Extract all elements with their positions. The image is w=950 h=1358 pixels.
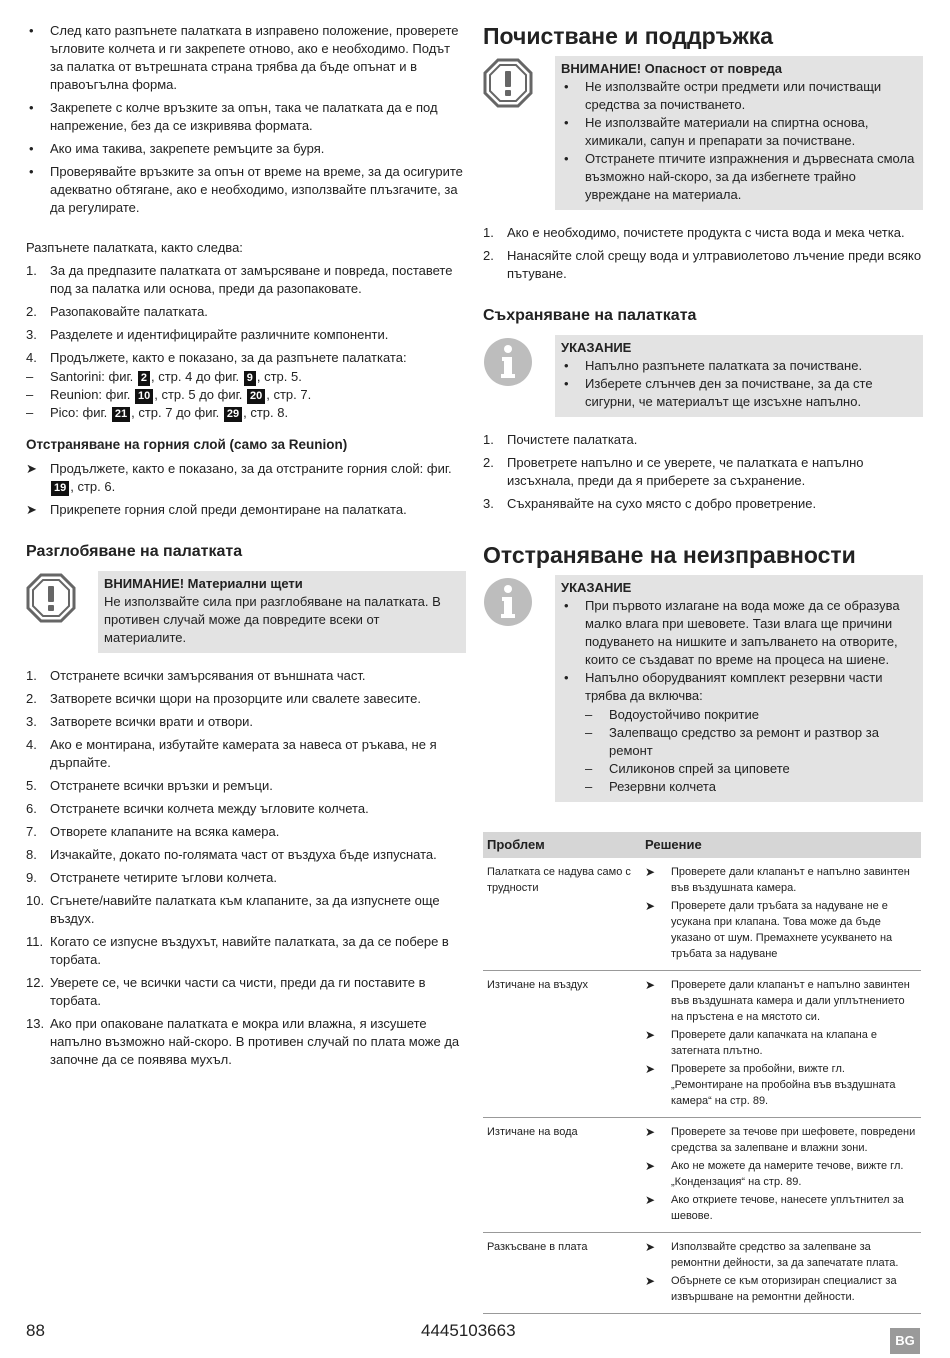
step-text: Отворете клапаните на всяка камера. [50,824,280,839]
solution-list [645,977,917,1109]
figure-badge: 21 [112,407,130,422]
arrow-step: ➤ Продължете, както е показано, за да отстраните горния слой: фиг. 19 , стр. 6. [26,461,452,494]
list-item [26,823,466,841]
unfold-steps [26,262,466,367]
list-item [26,1015,466,1069]
warning-octagon-icon [483,56,555,210]
table-row [483,971,921,1118]
step-text: Ако е монтирана, избутайте камерата за навеса от ръкава, не я дърпайте. [50,737,437,770]
caution-box [26,571,466,653]
list-item [26,800,466,818]
document-code: 4445103663 [421,1321,516,1340]
list-item [26,667,466,685]
solution-item: ➤ Проверете за течове при шефовете, повредени средства за залепване и влажни зони. [645,1125,916,1154]
cleaning-caution-list [561,78,917,204]
caution-title: ВНИМАНИЕ! Материални щети [104,576,303,591]
step-number: 4. [26,737,37,752]
step-text: Почистете палатката. [507,432,638,447]
step-number: 1. [483,432,494,447]
step-number: 8. [26,847,37,862]
problem-cell: Изтичане на въздух [483,971,641,1118]
solution-item: ➤ Обърнете се към оторизиран специалист за извършване на ремонтни дейности. [645,1274,897,1303]
arrow-icon: ➤ [645,899,656,913]
step-text: Отстранете всички връзки и ремъци. [50,778,273,793]
step-text: Ако е необходимо, почистете продукта с чиста вода и мека четка. [507,225,905,240]
arrow-step: ➤ Прикрепете горния слой преди демонтиране на палатката. [26,502,407,517]
cleaning-caution-box [483,56,923,210]
figure-badge: 20 [247,389,265,404]
step-number: 2. [26,691,37,706]
list-item [26,262,466,298]
list-item: • Ако има такива, закрепете ремъците за буря. [26,140,466,158]
step-number: 2. [483,248,494,263]
intro-bullet-list [26,22,466,217]
cleaning-steps [483,224,923,283]
solution-item: ➤ Използвайте средство за залепване за ремонтни дейности, за да запечатате плата. [645,1240,899,1269]
problem-cell: Разкъсване в плата [483,1233,641,1314]
info-circle-icon [483,335,555,417]
solution-cell [641,858,921,971]
solution-item: ➤ Проверете дали клапанът е напълно завинтен във въздушната камера. [645,865,910,894]
list-item [26,736,466,772]
table-row [483,858,921,971]
figure-badge: 9 [244,371,256,386]
figure-reference-list [26,368,466,422]
list-item: • Не използвайте остри предмети или почистващи средства за почистването. [561,78,917,114]
cleaning-caution-content [555,56,923,210]
problem-cell: Изтичане на вода [483,1118,641,1233]
solution-list [645,1124,917,1224]
step-text: Продължете, както е показано, за да разпънете палатката: [50,350,407,365]
figure-badge: 2 [138,371,150,386]
step-number: 1. [26,263,37,278]
list-item: • Проверявайте връзките за опън от време на време, за да осигурите адекватно обтягане, ако е необходимо, използвайте плъзгачите, за да регулирате. [26,163,466,217]
list-item [483,247,923,283]
cleaning-caution-title: ВНИМАНИЕ! Опасност от повреда [561,61,782,76]
storage-note-content [555,335,923,417]
storage-note-box [483,335,923,417]
list-item: • Изберете слънчев ден за почистване, за да сте сигурни, че материалът ще изсъхне напълно. [561,375,917,411]
step-text: Отстранете четирите ъглови колчета. [50,870,278,885]
step-text: Затворете всички врати и отвори. [50,714,254,729]
step-text: Съхранявайте на сухо място с добро проветрение. [507,496,817,511]
list-item [483,495,923,513]
list-item: • Закрепете с колче връзките за опън, така че палатката да е под напрежение, без да се изкривява формата. [26,99,466,135]
arrow-icon: ➤ [645,1062,656,1076]
problem-cell: Палатката се надува само с трудности [483,858,641,971]
step-number: 1. [26,668,37,683]
list-item [26,933,466,969]
troubleshoot-note-box [483,575,923,802]
list-item [26,303,466,321]
list-item [26,349,466,367]
step-number: 4. [26,350,37,365]
step-text: За да предпазите палатката от замърсяване и повреда, поставете под за палатка или основа, преди да разопаковате. [50,263,453,296]
step-number: 3. [26,327,37,342]
list-item: – Водоустойчиво покритие [585,706,917,724]
storage-steps [483,431,923,513]
list-item [26,974,466,1010]
step-text: Отстранете всички колчета между ъгловите колчета. [50,801,369,816]
solution-item: ➤ Проверете дали тръбата за надуване не е усукана при клапана. Това може да бъде указано от шум. Премахнете усукването на тръбата за надуване [645,899,893,960]
solution-item: ➤ Проверете дали капачката на клапана е затегната плътно. [645,1028,878,1057]
troubleshoot-heading: Отстраняване на неизправности [483,542,856,568]
troubleshoot-note-list [561,597,917,796]
right-column [483,22,923,1314]
list-item: • След като разпънете палатката в изправено положение, проверете ъгловите колчета и ги закрепете отново, ако е необходимо. Подът за палатка от вътрешната страна трябва да бъде опънат и в правоъгълна форма. [26,22,466,94]
step-text: Когато се изпусне въздухът, навийте палатката, за да се побере в торбата. [50,934,449,967]
page-number: 88 [26,1321,45,1340]
step-number: 2. [483,455,494,470]
step-text: Отстранете всички замърсявания от външната част. [50,668,366,683]
solution-item: ➤ Ако не можете да намерите течове, вижте гл. „Кондензация“ на стр. 89. [645,1159,904,1188]
list-item [26,846,466,864]
left-column [26,22,466,1074]
list-item [26,777,466,795]
step-number: 1. [483,225,494,240]
spare-parts-list [585,706,917,796]
step-text: Уверете се, че всички части са чисти, преди да ги поставите в торбата. [50,975,426,1008]
list-item: – Залепващо средство за ремонт и разтвор за ремонт [585,724,917,760]
step-text: Разопаковайте палатката. [50,304,208,319]
troubleshooting-table [483,832,921,1314]
arrow-icon: ➤ [645,1028,656,1042]
arrow-icon: ➤ [645,978,656,992]
solution-cell [641,1118,921,1233]
caution-content [98,571,466,653]
step-number: 13. [26,1016,45,1031]
list-item [483,454,923,490]
step-number: 2. [26,304,37,319]
step-number: 12. [26,975,45,990]
list-item: • Отстранете птичите изпражнения и дървесната смола възможно най-скоро, за да избегнете трайно увреждане на материала. [561,150,917,204]
storage-note-list [561,357,917,411]
troubleshoot-note-title: УКАЗАНИЕ [561,580,632,595]
step-number: 7. [26,824,37,839]
figure-reference: – Reunion: фиг. 10 , стр. 5 до фиг. 20 , стр. 7. [26,386,466,404]
solution-cell [641,971,921,1118]
step-number: 9. [26,870,37,885]
arrow-icon: ➤ [26,502,37,517]
list-item: – Силиконов спрей за циповете [585,760,917,778]
arrow-icon: ➤ [645,865,656,879]
figure-reference: – Santorini: фиг. 2 , стр. 4 до фиг. 9 , стр. 5. [26,368,466,386]
top-layer-steps [26,460,466,519]
solution-list [645,864,917,962]
list-item [26,326,466,344]
step-text: Сгънете/навийте палатката към клапаните, за да изпуснете още въздух. [50,893,440,926]
list-item: • Напълно разпънете палатката за почистване. [561,357,917,375]
language-badge: BG [890,1328,920,1354]
step-text: Изчакайте, докато по-голямата част от въздуха бъде изпусната. [50,847,437,862]
step-number: 10. [26,893,45,908]
list-item [26,869,466,887]
step-number: 3. [26,714,37,729]
list-item: • Не използвайте материали на спиртна основа, химикали, сапун и препарати за почистване. [561,114,917,150]
list-item [26,892,466,928]
step-number: 6. [26,801,37,816]
table-row [483,1118,921,1233]
arrow-icon: ➤ [645,1193,656,1207]
solution-item: ➤ Ако откриете течове, нанесете уплътнител за шевове. [645,1193,904,1222]
troubleshoot-note-content [555,575,923,802]
list-item: • Напълно оборудваният комплект резервни части трябва да включва: – Водоустойчиво покритие – Залепващо средство за ремонт и разтвор за ремонт – Силиконов спрей за циповете – Резервни колчета [561,669,917,796]
top-layer-heading: Отстраняване на горния слой (само за Reunion) [26,437,348,452]
storage-note-title: УКАЗАНИЕ [561,340,632,355]
caution-text: Не използвайте сила при разглобяване на палатката. В противен случай може да повредите всеки от материалите. [104,594,441,645]
unfold-intro: Разпънете палатката, както следва: [26,240,243,255]
step-number: 11. [26,934,44,949]
figure-badge: 10 [135,389,153,404]
column-header-solution: Решение [641,832,921,858]
figure-reference: – Pico: фиг. 21 , стр. 7 до фиг. 29 , стр. 8. [26,404,466,422]
dismantle-heading: Разглобяване на палатката [26,543,243,560]
figure-badge: 29 [224,407,242,422]
list-item: – Резервни колчета [585,778,917,796]
column-header-problem: Проблем [483,832,641,858]
warning-octagon-icon [26,571,98,653]
cleaning-heading: Почистване и поддръжка [483,23,774,49]
solution-cell [641,1233,921,1314]
step-text: Проветрете напълно и се уверете, че палатката е напълно изсъхнала, преди да я приберете за съхранение. [507,455,864,488]
step-number: 5. [26,778,37,793]
list-item: • При първото излагане на вода може да се образува малко влага при шевовете. Тази влага ще причини подуването на нишките и запълването на отворите, които се създават по време на процеса на шиене. [561,597,917,669]
solution-item: ➤ Проверете дали клапанът е напълно завинтен във въздушната камера и дали уплътнението на пръстена е на мястото си. [645,978,910,1023]
step-text: Разделете и идентифицирайте различните компоненти. [50,327,389,342]
solution-item: ➤ Проверете за пробойни, вижте гл. „Ремонтиране на пробойна във въздушната камера“ на стр. 89. [645,1062,896,1107]
step-text: Ако при опаковане палатката е мокра или влажна, я изсушете напълно възможно най-скоро. В противен случай по плата може да започне да се появява мухъл. [50,1016,460,1067]
step-number: 3. [483,496,494,511]
table-row [483,1233,921,1314]
info-circle-icon [483,575,555,802]
arrow-icon: ➤ [26,461,37,476]
list-item [26,713,466,731]
step-text: Затворете всички щори на прозорците или свалете завесите. [50,691,422,706]
figure-badge: 19 [51,481,69,496]
arrow-icon: ➤ [645,1159,656,1173]
list-item [26,690,466,708]
list-item [483,224,923,242]
list-item [483,431,923,449]
solution-list [645,1239,917,1305]
arrow-icon: ➤ [645,1125,656,1139]
step-text: Нанасяйте слой срещу вода и ултравиолетово лъчение преди всяко пътуване. [507,248,922,281]
arrow-icon: ➤ [645,1240,656,1254]
dismantle-steps [26,667,466,1069]
table-header-row [483,832,921,858]
arrow-icon: ➤ [645,1274,656,1288]
storage-heading: Съхраняване на палатката [483,307,697,324]
